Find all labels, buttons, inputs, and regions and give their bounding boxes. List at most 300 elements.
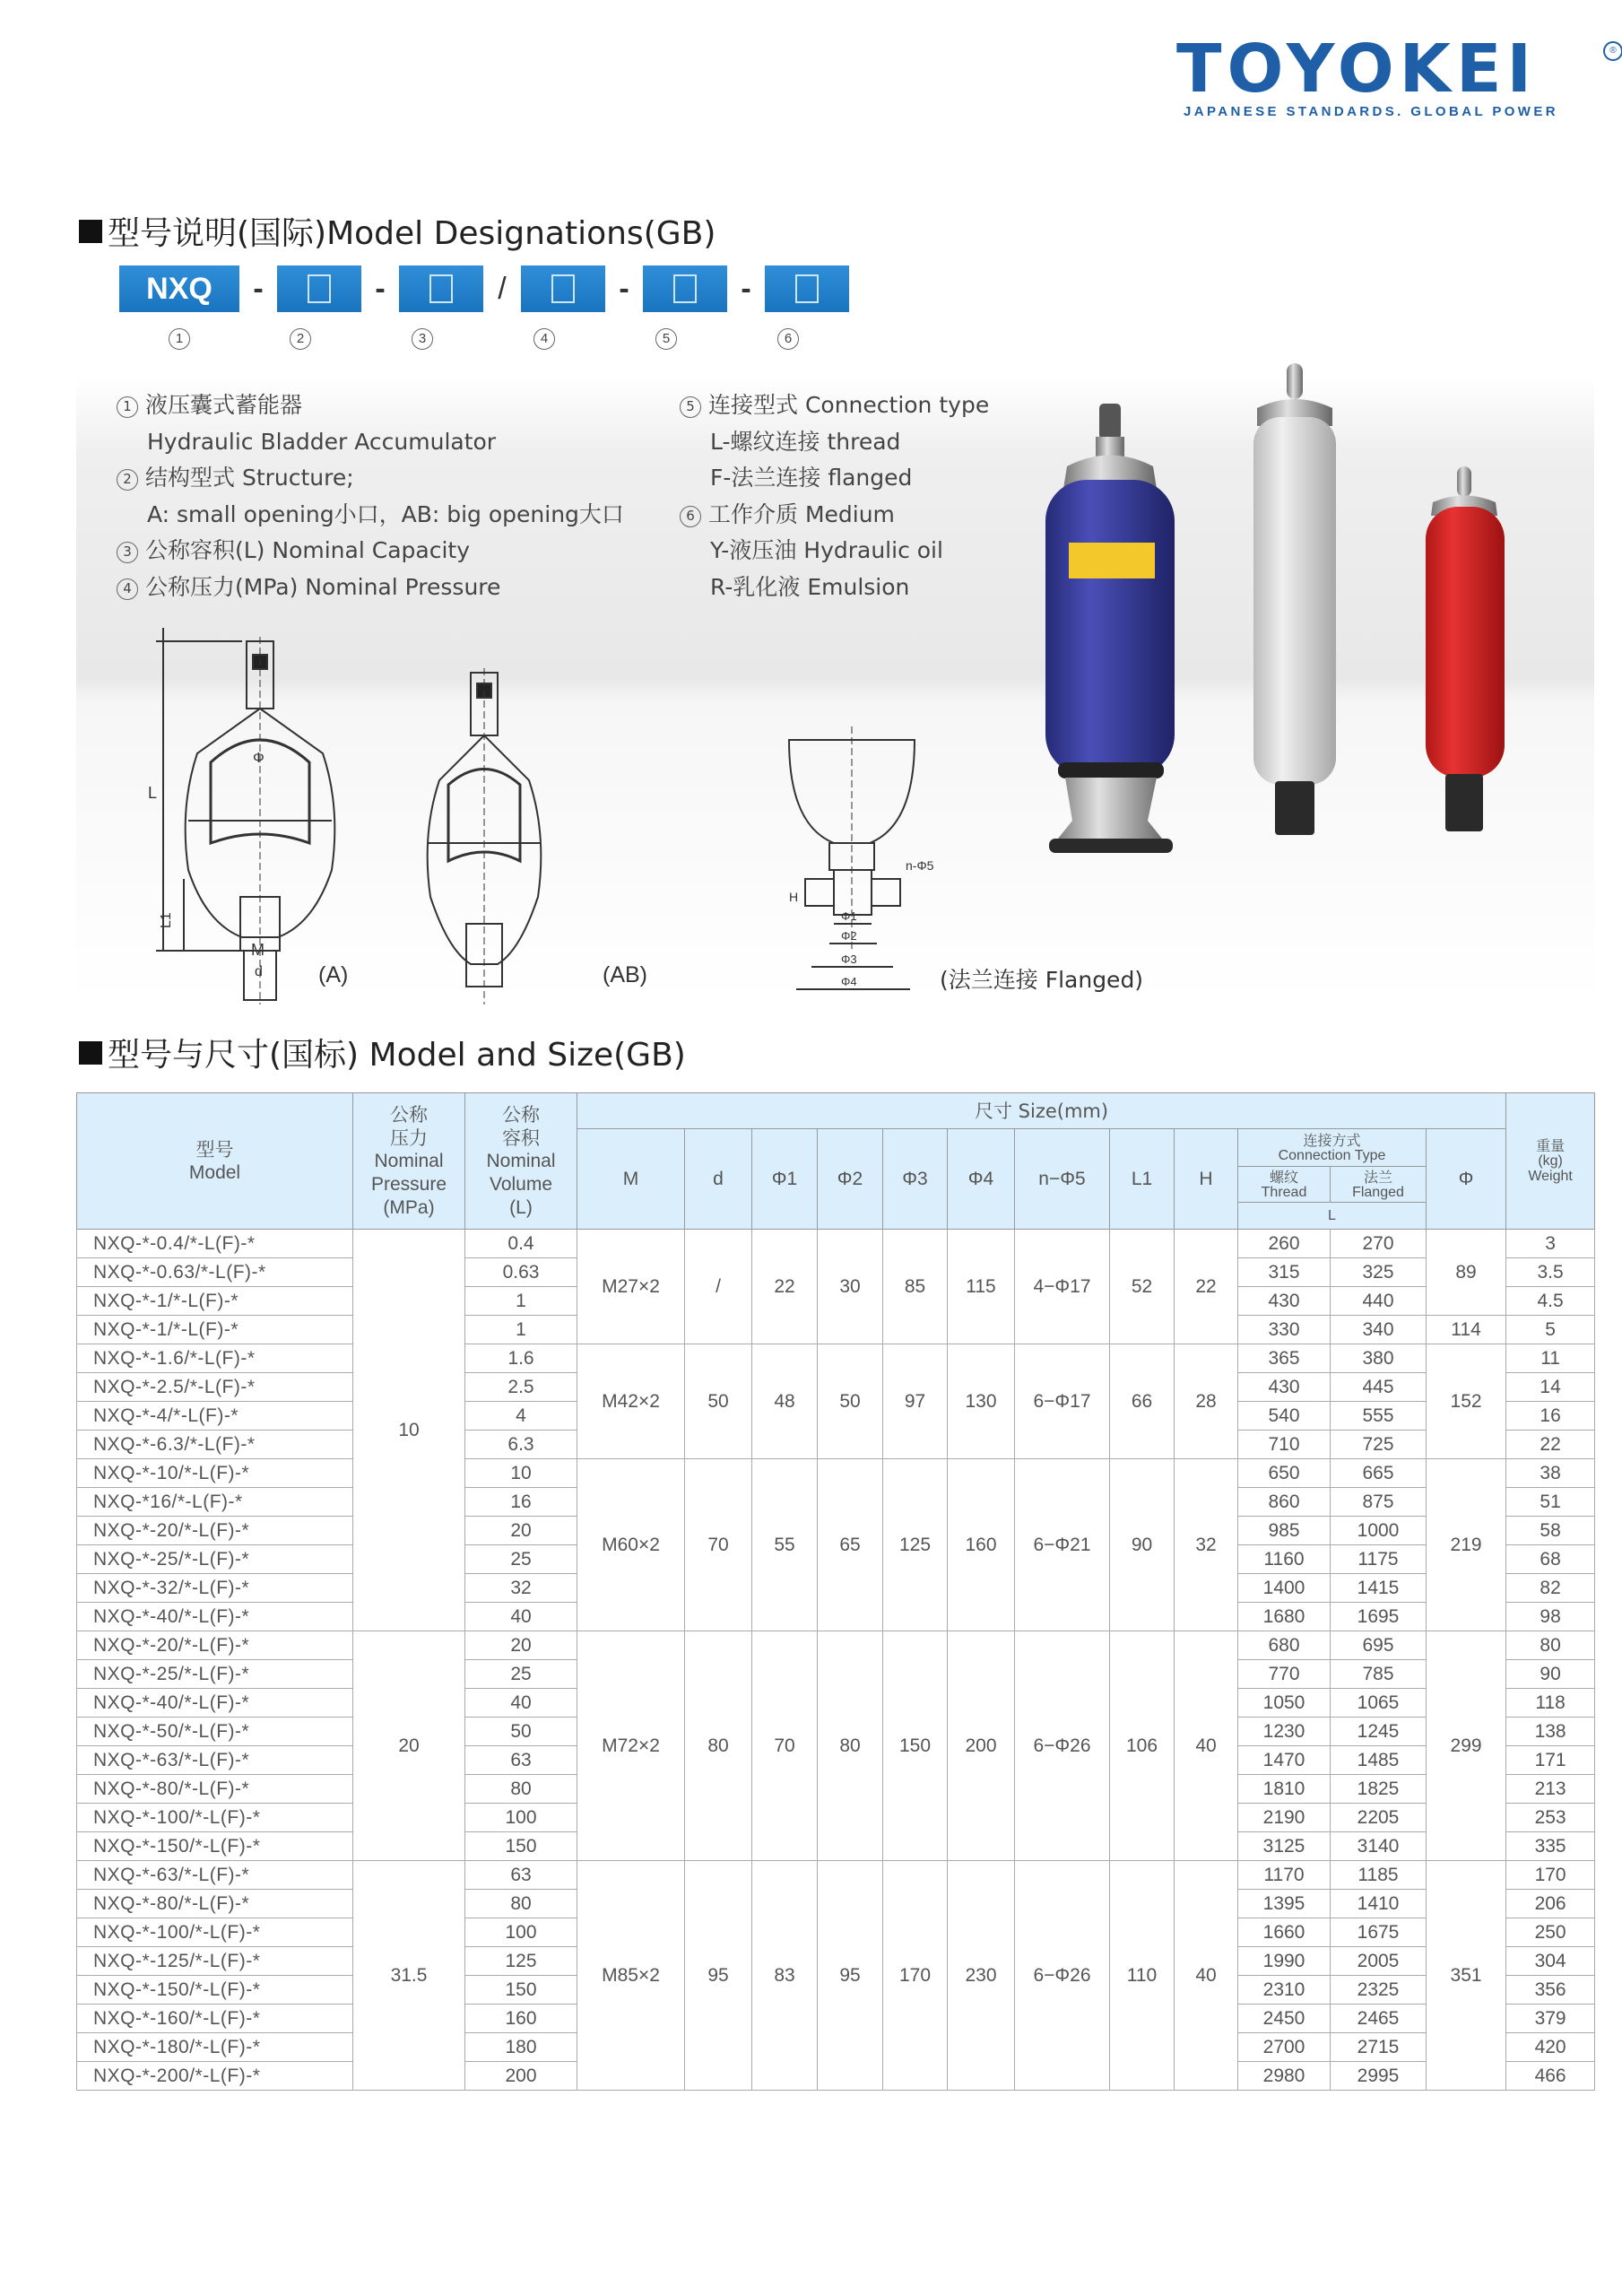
header-size: 尺寸 Size(mm) (577, 1093, 1506, 1129)
table-cell: 80 (818, 1631, 883, 1861)
table-cell: 80 (1506, 1631, 1595, 1660)
table-cell: 160 (465, 2005, 577, 2033)
table-cell: 2310 (1238, 1976, 1331, 2005)
table-cell: 1065 (1331, 1689, 1427, 1718)
table-cell: 25 (465, 1545, 577, 1574)
table-cell: 63 (465, 1746, 577, 1775)
table-cell: 380 (1331, 1344, 1427, 1373)
table-cell: 304 (1506, 1947, 1595, 1976)
circled-number: 3 (412, 328, 433, 350)
table-cell: 125 (883, 1459, 948, 1631)
code-box-label: NXQ (146, 271, 213, 306)
table-cell: 1.6 (465, 1344, 577, 1373)
header-connection-type: 连接方式 Connection Type (1238, 1129, 1427, 1167)
header-n-phi5: n−Φ5 (1015, 1129, 1110, 1230)
svg-text:Φ4: Φ4 (841, 975, 857, 988)
table-cell: 4 (465, 1402, 577, 1431)
table-cell: NXQ-*-100/*-L(F)-* (77, 1918, 353, 1947)
table-cell: 1660 (1238, 1918, 1331, 1947)
table-cell: 230 (948, 1861, 1015, 2091)
table-cell: 2325 (1331, 1976, 1427, 2005)
circled-number: 6 (680, 506, 701, 527)
header-phi3: Φ3 (883, 1129, 948, 1230)
table-cell: NXQ-*-63/*-L(F)-* (77, 1861, 353, 1890)
table-cell: 180 (465, 2033, 577, 2062)
table-cell: 1160 (1238, 1545, 1331, 1574)
table-cell: 420 (1506, 2033, 1595, 2062)
table-cell: 2450 (1238, 2005, 1331, 2033)
svg-text:Φ1: Φ1 (841, 909, 857, 923)
table-cell: 985 (1238, 1517, 1331, 1545)
table-cell: 650 (1238, 1459, 1331, 1488)
drawing-type-ab (428, 668, 542, 1004)
table-cell: 445 (1331, 1373, 1427, 1402)
table-cell: 22 (1506, 1431, 1595, 1459)
header-l1: L1 (1110, 1129, 1175, 1230)
table-cell: NXQ-*-40/*-L(F)-* (77, 1689, 353, 1718)
svg-text:Φ3: Φ3 (841, 952, 857, 966)
table-cell: 2205 (1331, 1804, 1427, 1832)
legend-item (680, 570, 1038, 606)
table-cell: 4.5 (1506, 1287, 1595, 1316)
table-cell: 20 (465, 1631, 577, 1660)
table-cell: 710 (1238, 1431, 1331, 1459)
table-cell: 340 (1331, 1316, 1427, 1344)
table-cell: 22 (1175, 1230, 1238, 1344)
table-cell: NXQ-*-10/*-L(F)-* (77, 1459, 353, 1488)
placeholder-square-icon (308, 274, 331, 303)
header-weight: 重量 (kg) Weight (1506, 1093, 1595, 1230)
table-row (77, 1344, 1595, 1373)
table-cell: NXQ-*-25/*-L(F)-* (77, 1660, 353, 1689)
table-cell: 40 (465, 1689, 577, 1718)
table-cell: 1675 (1331, 1918, 1427, 1947)
table-cell: 770 (1238, 1660, 1331, 1689)
table-cell: M85×2 (577, 1861, 685, 2091)
table-cell: 50 (685, 1344, 752, 1459)
header-m: M (577, 1129, 685, 1230)
table-cell: 31.5 (353, 1861, 465, 2091)
table-cell: 150 (883, 1631, 948, 1861)
table-cell: NXQ-*-1/*-L(F)-* (77, 1287, 353, 1316)
table-cell: NXQ-*-25/*-L(F)-* (77, 1545, 353, 1574)
table-cell: 665 (1331, 1459, 1427, 1488)
table-cell: 106 (1110, 1631, 1175, 1861)
table-cell: 2700 (1238, 2033, 1331, 2062)
legend-item (680, 387, 1038, 424)
code-box-medium (765, 265, 849, 312)
table-cell: 6−Φ21 (1015, 1459, 1110, 1631)
table-cell: NXQ-*-32/*-L(F)-* (77, 1574, 353, 1603)
bullet-square-icon (79, 1041, 102, 1065)
table-cell: NXQ-*-180/*-L(F)-* (77, 2033, 353, 2062)
table-cell: 32 (465, 1574, 577, 1603)
table-cell: 82 (1506, 1574, 1595, 1603)
table-cell: NXQ-*-160/*-L(F)-* (77, 2005, 353, 2033)
table-cell: 170 (1506, 1861, 1595, 1890)
red-accumulator-photo (1426, 466, 1505, 831)
table-cell: 335 (1506, 1832, 1595, 1861)
table-cell: 253 (1506, 1804, 1595, 1832)
svg-text:n-Φ5: n-Φ5 (906, 858, 934, 873)
placeholder-square-icon (429, 274, 453, 303)
table-cell: 1050 (1238, 1689, 1331, 1718)
table-cell: 680 (1238, 1631, 1331, 1660)
table-cell: M27×2 (577, 1230, 685, 1344)
table-cell: 90 (1110, 1459, 1175, 1631)
header-h: H (1175, 1129, 1238, 1230)
legend-item (680, 424, 1038, 461)
table-cell: 51 (1506, 1488, 1595, 1517)
brand-tagline: JAPANESE STANDARDS. GLOBAL POWER (1184, 104, 1558, 119)
circled-number: 1 (117, 396, 138, 418)
table-cell: NXQ-*-63/*-L(F)-* (77, 1746, 353, 1775)
table-cell: 20 (465, 1517, 577, 1545)
table-cell: 83 (752, 1861, 818, 2091)
size-title-text: 型号与尺寸(国标) Model and Size(GB) (108, 1037, 686, 1074)
table-cell: 200 (948, 1631, 1015, 1861)
table-cell: 2465 (1331, 2005, 1427, 2033)
legend-text: 连接型式 Connection type (708, 392, 990, 418)
size-section-title (79, 1030, 686, 1075)
table-cell: 20 (353, 1631, 465, 1861)
legend-text: 结构型式 Structure; (145, 465, 354, 491)
table-cell: 10 (353, 1230, 465, 1631)
table-cell: 4−Φ17 (1015, 1230, 1110, 1344)
table-cell: 555 (1331, 1402, 1427, 1431)
legend-text: F-法兰连接 flanged (710, 465, 913, 491)
table-cell: 98 (1506, 1603, 1595, 1631)
circled-number: 2 (117, 469, 138, 491)
circled-number: 4 (533, 328, 555, 350)
table-cell: 860 (1238, 1488, 1331, 1517)
drawing-label-flanged: (法兰连接 Flanged) (940, 967, 1144, 993)
table-cell: 466 (1506, 2062, 1595, 2091)
legend-item (680, 497, 1038, 534)
table-cell: 1170 (1238, 1861, 1331, 1890)
table-cell: 440 (1331, 1287, 1427, 1316)
header-d: d (685, 1129, 752, 1230)
table-cell: NXQ-*-1/*-L(F)-* (77, 1316, 353, 1344)
table-cell: 70 (685, 1459, 752, 1631)
table-cell: 1695 (1331, 1603, 1427, 1631)
table-cell: 379 (1506, 2005, 1595, 2033)
table-cell: 213 (1506, 1775, 1595, 1804)
table-cell: 150 (465, 1976, 577, 2005)
table-cell: 2.5 (465, 1373, 577, 1402)
table-cell: 200 (465, 2062, 577, 2091)
legend-text: L-螺纹连接 thread (710, 428, 901, 455)
table-cell: 250 (1506, 1918, 1595, 1947)
code-separator: - (741, 271, 751, 306)
legend-item (680, 533, 1038, 570)
table-cell: 100 (465, 1804, 577, 1832)
drawing-type-a (156, 628, 334, 1004)
table-row (77, 1631, 1595, 1660)
svg-text:M: M (251, 941, 265, 959)
header-length-l: L (1238, 1203, 1427, 1230)
table-cell: 1825 (1331, 1775, 1427, 1804)
table-cell: 70 (752, 1631, 818, 1861)
table-cell: NXQ-*-0.63/*-L(F)-* (77, 1258, 353, 1287)
header-phi4: Φ4 (948, 1129, 1015, 1230)
table-cell: 63 (465, 1861, 577, 1890)
svg-text:H: H (789, 890, 799, 904)
table-cell: 40 (1175, 1631, 1238, 1861)
table-cell: 85 (883, 1230, 948, 1344)
brand-logo (1176, 30, 1617, 119)
table-cell: 52 (1110, 1230, 1175, 1344)
table-cell: 160 (948, 1459, 1015, 1631)
table-cell: 48 (752, 1344, 818, 1459)
table-cell: 50 (465, 1718, 577, 1746)
code-separator: - (253, 271, 264, 306)
table-cell: 299 (1427, 1631, 1506, 1861)
code-box-pressure (521, 265, 605, 312)
table-row (77, 1230, 1595, 1258)
table-cell: 110 (1110, 1861, 1175, 2091)
code-box-structure (277, 265, 361, 312)
table-cell: 150 (465, 1832, 577, 1861)
table-cell: 89 (1427, 1230, 1506, 1316)
table-cell: 1990 (1238, 1947, 1331, 1976)
table-cell: 32 (1175, 1459, 1238, 1631)
table-cell: / (685, 1230, 752, 1344)
table-cell: 540 (1238, 1402, 1331, 1431)
table-cell: NXQ-*-40/*-L(F)-* (77, 1603, 353, 1631)
drawing-label-a: (A) (318, 962, 349, 987)
table-cell: 2980 (1238, 2062, 1331, 2091)
table-row (77, 1861, 1595, 1890)
table-cell: 68 (1506, 1545, 1595, 1574)
table-cell: NXQ-*-0.4/*-L(F)-* (77, 1230, 353, 1258)
table-cell: M42×2 (577, 1344, 685, 1459)
table-cell: 10 (465, 1459, 577, 1488)
circled-number: 5 (655, 328, 677, 350)
drawing-label-ab: (AB) (603, 962, 647, 987)
table-cell: 80 (465, 1775, 577, 1804)
table-cell: 330 (1238, 1316, 1331, 1344)
table-cell: 356 (1506, 1976, 1595, 2005)
header-volume: 公称 容积 Nominal Volume (L) (465, 1093, 577, 1230)
circled-number: 5 (680, 396, 701, 418)
table-cell: 130 (948, 1344, 1015, 1459)
svg-text:Φ: Φ (253, 751, 265, 766)
table-cell: 315 (1238, 1258, 1331, 1287)
svg-text:d: d (255, 964, 263, 979)
table-cell: 95 (685, 1861, 752, 2091)
table-cell: 97 (883, 1344, 948, 1459)
table-cell: 725 (1331, 1431, 1427, 1459)
table-cell: NXQ-*-200/*-L(F)-* (77, 2062, 353, 2091)
table-cell: M72×2 (577, 1631, 685, 1861)
table-cell: 5 (1506, 1316, 1595, 1344)
table-cell: 365 (1238, 1344, 1331, 1373)
legend-item (117, 460, 690, 497)
table-cell: 25 (465, 1660, 577, 1689)
legend-text: Y-液压油 Hydraulic oil (710, 537, 943, 563)
table-cell: NXQ-*-20/*-L(F)-* (77, 1517, 353, 1545)
circled-number: 1 (169, 328, 190, 350)
legend-item (117, 570, 690, 606)
table-cell: 55 (752, 1459, 818, 1631)
placeholder-square-icon (551, 274, 575, 303)
table-cell: 115 (948, 1230, 1015, 1344)
table-cell: 50 (818, 1344, 883, 1459)
table-cell: 2005 (1331, 1947, 1427, 1976)
legend-text: R-乳化液 Emulsion (710, 573, 910, 600)
table-cell: NXQ-*-150/*-L(F)-* (77, 1832, 353, 1861)
table-cell: 80 (685, 1631, 752, 1861)
table-cell: 260 (1238, 1230, 1331, 1258)
table-cell: 1 (465, 1316, 577, 1344)
table-cell: 1 (465, 1287, 577, 1316)
legend-text: 工作介质 Medium (708, 500, 895, 527)
table-cell: 1395 (1238, 1890, 1331, 1918)
table-cell: NXQ-*-100/*-L(F)-* (77, 1804, 353, 1832)
legend-right (680, 387, 1038, 605)
table-cell: 125 (465, 1947, 577, 1976)
table-cell: NXQ-*-2.5/*-L(F)-* (77, 1373, 353, 1402)
table-cell: 430 (1238, 1373, 1331, 1402)
table-cell: NXQ-*-1.6/*-L(F)-* (77, 1344, 353, 1373)
bullet-square-icon (79, 220, 102, 243)
table-cell: 1680 (1238, 1603, 1331, 1631)
placeholder-square-icon (795, 274, 819, 303)
code-separator: - (619, 271, 629, 306)
code-box-capacity (399, 265, 483, 312)
legend-item (117, 533, 690, 570)
table-cell: NXQ-*16/*-L(F)-* (77, 1488, 353, 1517)
table-cell: 1245 (1331, 1718, 1427, 1746)
table-cell: 80 (465, 1890, 577, 1918)
table-cell: 16 (465, 1488, 577, 1517)
legend-item (117, 497, 690, 534)
table-cell: NXQ-*-50/*-L(F)-* (77, 1718, 353, 1746)
table-cell: 6−Φ26 (1015, 1861, 1110, 2091)
table-cell: NXQ-*-80/*-L(F)-* (77, 1775, 353, 1804)
designation-code-boxes (119, 265, 849, 312)
table-cell: 170 (883, 1861, 948, 2091)
table-cell: 2190 (1238, 1804, 1331, 1832)
dim-label-l: L (148, 784, 158, 802)
circled-number: 2 (290, 328, 311, 350)
table-cell: 40 (1175, 1861, 1238, 2091)
table-cell: 118 (1506, 1689, 1595, 1718)
drawing-flanged (789, 726, 915, 989)
table-cell: 38 (1506, 1459, 1595, 1488)
table-cell: 40 (465, 1603, 577, 1631)
table-cell: 875 (1331, 1488, 1427, 1517)
table-cell: 1470 (1238, 1746, 1331, 1775)
table-cell: 695 (1331, 1631, 1427, 1660)
table-cell: 3.5 (1506, 1258, 1595, 1287)
table-cell: 30 (818, 1230, 883, 1344)
table-cell: 219 (1427, 1459, 1506, 1631)
table-cell: 16 (1506, 1402, 1595, 1431)
table-cell: 58 (1506, 1517, 1595, 1545)
table-cell: 6−Φ17 (1015, 1344, 1110, 1459)
legend-text: Hydraulic Bladder Accumulator (147, 428, 497, 455)
table-cell: 1000 (1331, 1517, 1427, 1545)
table-cell: 1410 (1331, 1890, 1427, 1918)
legend-text: A: small opening小口，AB: big opening大口 (147, 500, 624, 527)
table-cell: 351 (1427, 1861, 1506, 2091)
table-cell: 785 (1331, 1660, 1427, 1689)
table-cell: 22 (752, 1230, 818, 1344)
legend-text: 液压囊式蓄能器 (145, 392, 303, 418)
table-cell: 138 (1506, 1718, 1595, 1746)
table-cell: 270 (1331, 1230, 1427, 1258)
header-model: 型号 Model (77, 1093, 353, 1230)
circled-number: 3 (117, 542, 138, 563)
table-cell: NXQ-*-20/*-L(F)-* (77, 1631, 353, 1660)
table-cell: NXQ-*-4/*-L(F)-* (77, 1402, 353, 1431)
legend-text: 公称压力(MPa) Nominal Pressure (145, 573, 501, 600)
table-cell: 1485 (1331, 1746, 1427, 1775)
svg-text:Φ2: Φ2 (841, 929, 857, 943)
table-cell: 100 (465, 1918, 577, 1947)
designation-section-title (79, 208, 716, 254)
table-cell: NXQ-*-6.3/*-L(F)-* (77, 1431, 353, 1459)
registered-mark-icon: ® (1603, 41, 1622, 61)
header-phi1: Φ1 (752, 1129, 818, 1230)
table-cell: 3125 (1238, 1832, 1331, 1861)
header-phi2: Φ2 (818, 1129, 883, 1230)
table-cell: 3 (1506, 1230, 1595, 1258)
table-cell: 1175 (1331, 1545, 1427, 1574)
code-box-nxq (119, 265, 239, 312)
table-row (77, 1459, 1595, 1488)
dim-label-l1: L1 (159, 912, 174, 928)
circled-number: 6 (777, 328, 799, 350)
table-cell: 66 (1110, 1344, 1175, 1459)
legend-left (117, 387, 690, 605)
table-cell: 1810 (1238, 1775, 1331, 1804)
code-separator: - (375, 271, 386, 306)
table-cell: 3140 (1331, 1832, 1427, 1861)
code-separator: / (498, 271, 507, 306)
table-cell: 65 (818, 1459, 883, 1631)
table-cell: 0.4 (465, 1230, 577, 1258)
table-cell: 1415 (1331, 1574, 1427, 1603)
table-cell: 152 (1427, 1344, 1506, 1459)
legend-item (680, 460, 1038, 497)
table-cell: 206 (1506, 1890, 1595, 1918)
placeholder-square-icon (673, 274, 697, 303)
brand-name: TOYOKEI (1176, 30, 1538, 108)
table-cell: 325 (1331, 1258, 1427, 1287)
circled-number: 4 (117, 578, 138, 600)
table-cell: 11 (1506, 1344, 1595, 1373)
header-pressure: 公称 压力 Nominal Pressure (MPa) (353, 1093, 465, 1230)
header-thread: 螺纹 Thread (1238, 1167, 1331, 1203)
table-cell: 1400 (1238, 1574, 1331, 1603)
table-cell: 6−Φ26 (1015, 1631, 1110, 1861)
white-accumulator-photo (1253, 363, 1336, 835)
header-flanged: 法兰 Flanged (1331, 1167, 1427, 1203)
table-cell: 1185 (1331, 1861, 1427, 1890)
table-cell: 0.63 (465, 1258, 577, 1287)
table-cell: 171 (1506, 1746, 1595, 1775)
code-box-connection (643, 265, 727, 312)
table-cell: 28 (1175, 1344, 1238, 1459)
table-cell: 114 (1427, 1316, 1506, 1344)
table-cell: 430 (1238, 1287, 1331, 1316)
table-cell: 14 (1506, 1373, 1595, 1402)
table-cell: 2715 (1331, 2033, 1427, 2062)
model-size-table (76, 1092, 1595, 2091)
